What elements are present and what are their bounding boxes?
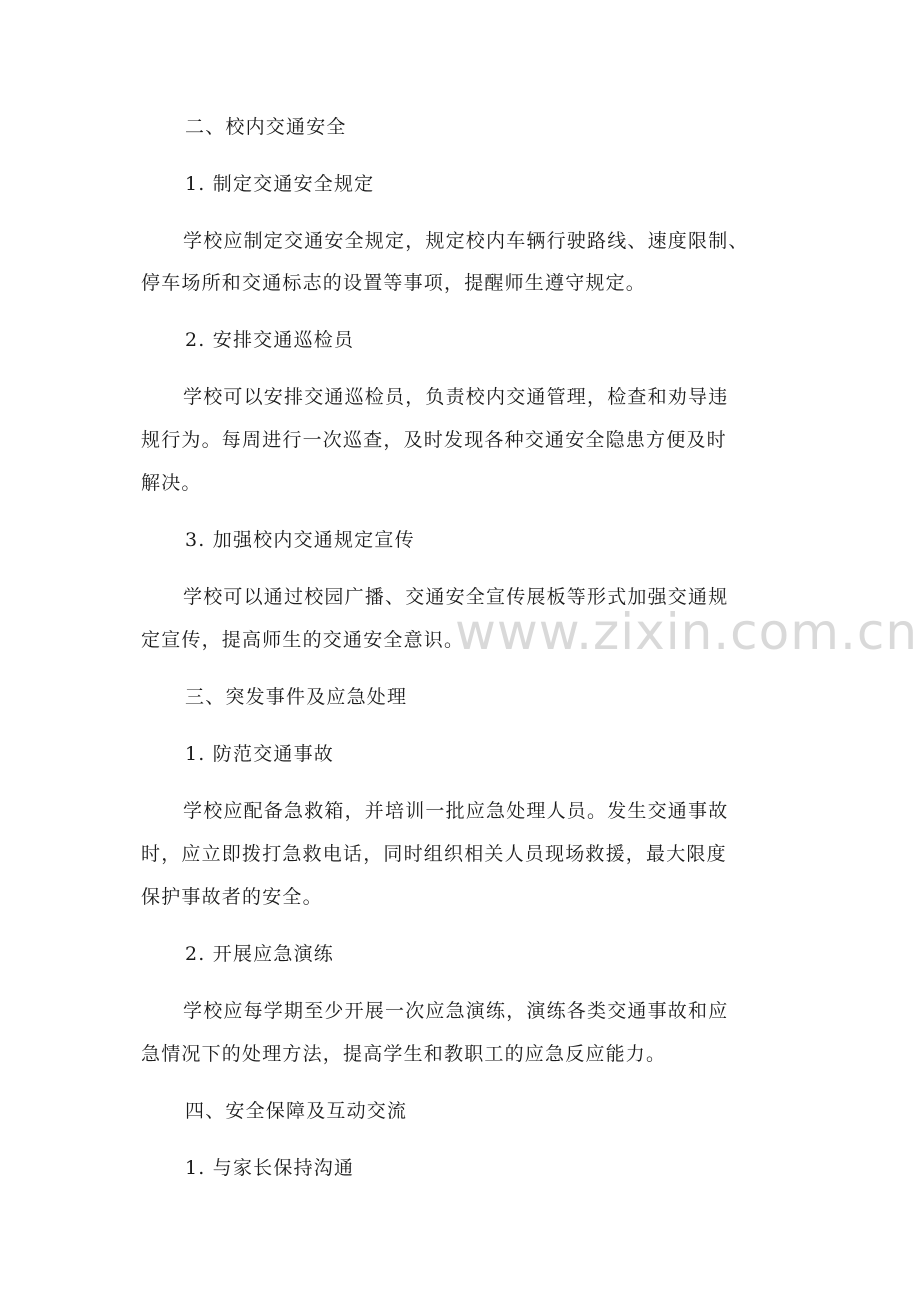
section-heading-emergency-handling: 三、突发事件及应急处理 [185,686,408,708]
paragraph-line: 停车场所和交通标志的设置等事项，提醒师生遵守规定。 [141,272,647,294]
subheading-traffic-rules: 1. 制定交通安全规定 [185,173,375,195]
subheading-accident-prevention: 1. 防范交通事故 [185,743,334,765]
subheading-emergency-drills: 2. 开展应急演练 [185,943,334,965]
paragraph-line: 学校应配备急救箱，并培训一批应急处理人员。发生交通事故 [183,800,729,822]
watermark: www.zixin.com.cn [455,603,919,661]
paragraph-line: 保护事故者的安全。 [141,886,323,908]
paragraph-line: 解决。 [141,472,202,494]
section-heading-safety-communication: 四、安全保障及互动交流 [185,1100,408,1122]
paragraph-line: 规行为。每周进行一次巡查，及时发现各种交通安全隐患方便及时 [141,429,727,451]
paragraph-line: 急情况下的处理方法，提高学生和教职工的应急反应能力。 [141,1043,667,1065]
paragraph-line: 学校可以安排交通巡检员，负责校内交通管理，检查和劝导违 [183,386,729,408]
subheading-traffic-inspectors: 2. 安排交通巡检员 [185,329,355,351]
paragraph-line: 学校应制定交通安全规定，规定校内车辆行驶路线、速度限制、 [183,230,749,252]
paragraph-line: 定宣传，提高师生的交通安全意识。 [141,629,465,651]
section-heading-campus-traffic-safety: 二、校内交通安全 [185,116,347,138]
subheading-rules-publicity: 3. 加强校内交通规定宣传 [185,529,415,551]
subheading-parent-communication: 1. 与家长保持沟通 [185,1157,355,1179]
paragraph-line: 学校可以通过校园广播、交通安全宣传展板等形式加强交通规 [183,586,729,608]
paragraph-line: 时，应立即拨打急救电话，同时组织相关人员现场救援，最大限度 [141,843,727,865]
paragraph-line: 学校应每学期至少开展一次应急演练，演练各类交通事故和应 [183,1000,729,1022]
